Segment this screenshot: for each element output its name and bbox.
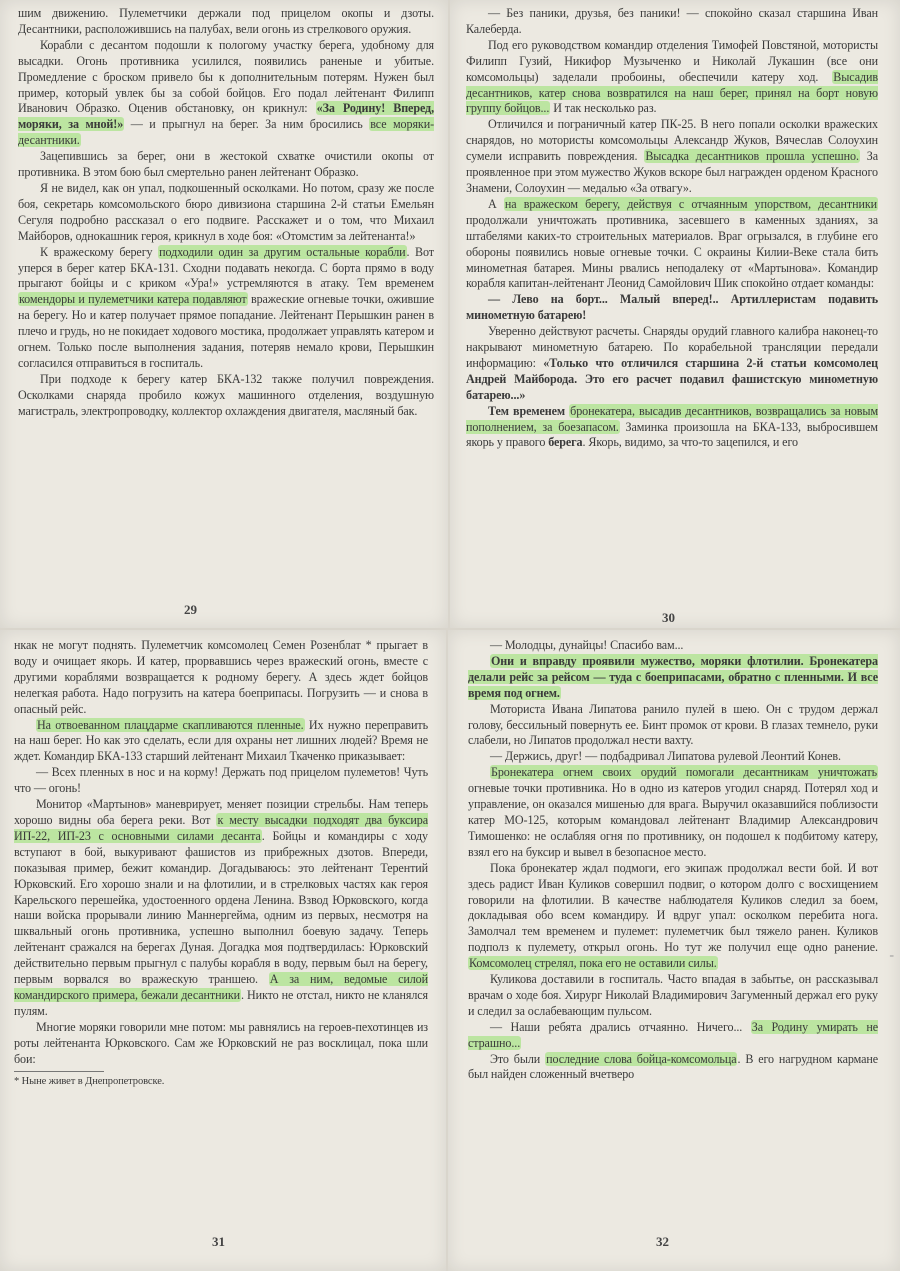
paragraph	[466, 404, 878, 452]
text-segment: — Держись, друг! — подбадривал Липатова рулевой Леонтий Конев.	[490, 749, 841, 764]
highlighted-text: А за ним, ведомые силой командирского примера, бежали десантники	[14, 972, 428, 1002]
highlighted-text: бронекатера, высадив десантников, возвращались за новым пополнением, за боезапасом.	[466, 403, 878, 434]
paragraph	[468, 1020, 878, 1052]
paragraph	[18, 38, 434, 149]
text-segment: Зацепившись за берег, они в жестокой схватке очистили окопы от противника. В этом бою был смертельно ранен лейтенант Образко.	[18, 149, 434, 180]
paragraph	[468, 654, 878, 702]
text-segment: Моториста Ивана Липатова ранило пулей в шею. Он с трудом держал голову, бессильный повернуть ее. Бинт промок от крови. В глазах темнело, руки слабели, но Липатов продолжал нести вахту.	[468, 701, 878, 748]
page-31	[0, 630, 446, 1271]
text-segment: вражеские огневые точки, ожившие на берегу. Но и катер получает прямое попадание. Лейтенант Перышкин ранен в плечо и грудь, но не покидает ходового мостика, продолжает управлять катером и огнем. Только после выполнения задания, потеряв немало крови, Перышкин согласился отправиться в госпиталь.	[18, 292, 434, 370]
footnote-rule	[14, 1071, 104, 1072]
paragraph	[468, 638, 878, 654]
highlighted-text: все моряки-десантники.	[18, 117, 434, 148]
text-segment: берега	[548, 435, 583, 450]
paragraph	[14, 718, 428, 766]
highlighted-text: На отвоеванном плацдарме скапливаются пленные.	[37, 717, 304, 732]
paragraph	[468, 1052, 878, 1084]
text-segment: При подходе к берегу катер БКА-132 также получил повреждения. Осколками снаряда пробило кожух машинного отделения, воздушную магистраль, электропроводку, коллектор охлаждения двигателя, масляный бак.	[18, 371, 434, 418]
paragraph	[18, 6, 434, 38]
text-segment: — Всех пленных в нос и на корму! Держать под прицелом пулеметов! Чуть что — огонь!	[14, 765, 428, 796]
text-column	[466, 6, 878, 451]
text-segment: . Никто не отстал, никто не кланялся пулям.	[14, 987, 429, 1018]
text-segment: К вражескому берегу	[40, 244, 159, 259]
text-segment: И так несколько раз.	[550, 101, 657, 116]
text-segment: Под его руководством командир отделения Тимофей Повстяной, мотористы Филипп Гузий, Никифор Музыченко и Николай Лукашин (все они комсомольцы) заделали пробоины, обеспечили катеру ход.	[466, 37, 878, 84]
text-segment: . В его нагрудном кармане был найден сложенный вчетверо	[468, 1051, 878, 1082]
footnote: * Ныне живет в Днепропетровске.	[14, 1076, 165, 1088]
text-segment: Многие моряки говорили мне потом: мы равнялись на героев-пехотинцев из роты лейтенанта Юрковского. Сам же Юрковский не раз восклицал, пока шли бои:	[14, 1019, 428, 1066]
paragraph	[18, 149, 434, 181]
highlighted-text: на вражеском берегу, действуя с отчаянным упорством, десантники	[504, 196, 877, 211]
paragraph	[468, 702, 878, 750]
text-segment: — Молодцы, дунайцы! Спасибо вам...	[490, 638, 684, 652]
page-number: 31	[212, 1234, 225, 1249]
highlighted-text: последние слова бойца-комсомольца	[546, 1051, 737, 1066]
text-segment: Уверенно действуют расчеты. Снаряды орудий главного калибра наконец-то накрывают минометную батарею. По корабельной трансляции передали информацию:	[466, 324, 878, 370]
highlighted-text: За Родину умирать не страшно...	[468, 1019, 878, 1050]
paragraph	[466, 324, 878, 404]
paragraph	[466, 117, 878, 197]
page-number: 30	[662, 610, 675, 625]
text-segment: Пока бронекатер ждал подмоги, его экипаж продолжал вести бой. И вот здесь радист Иван Куликов совершил подвиг, о котором долго с восхищением говорили на флотилии. В качестве наблюдателя Куликов следил за боем, докладывая обо всем командиру. И вдруг упал: осколком перебита нога. Замолчал тем временем и пулемет: пулеметчик был тяжело ранен. Куликов подполз к пулемету, открыл огонь. Но тут же получил еще одно ранение.	[468, 860, 878, 955]
text-segment: Отличился и пограничный катер ПК-25. В него попали осколки вражеских снарядов, но мотористы комсомольцы Александр Жуков, Вячеслав Солоухин сумели исправить повреждения.	[466, 117, 878, 164]
margin-mark: -	[889, 948, 894, 963]
text-column	[18, 6, 434, 420]
paragraph	[468, 765, 878, 860]
text-segment: . Якорь, видимо, за что-то зацепился, и его	[582, 435, 798, 450]
text-segment: огневые точки противника. Но в одно из катеров угодил снаряд. Потерял ход и управление, он оказался мишенью для врага. Выручил оказавшийся поблизости катер МО-125, которым командовал лейтенант Владимир Александрович Тимошенко: не ослабляя огня по противнику, он подошел к подбитому катеру, взял его на буксир и вывел в безопасное место.	[468, 781, 878, 859]
paragraph	[14, 638, 428, 718]
text-segment: — Без паники, друзья, без паники! — спокойно сказал старшина Иван Калеберда.	[466, 6, 878, 36]
text-segment: За проявленное при этом мужество Жуков вскоре был награжден орденом Красного Знамени, Солоухин — медалью «За отвагу».	[466, 149, 878, 195]
paragraph	[18, 181, 434, 245]
text-segment: А	[488, 196, 504, 211]
page-number: 29	[184, 602, 197, 617]
page-29	[0, 0, 448, 628]
text-segment: — и прыгнул на берег. За ним бросились	[124, 117, 370, 132]
text-segment: Заминка произошла на БКА-133, выбросившем якорь у правого	[466, 419, 878, 450]
highlighted-text: к месту высадки подходят два буксира ИП-22, ИП-23 с основными силами десанта	[14, 812, 428, 843]
text-segment: нкак не могут поднять. Пулеметчик комсомолец Семен Розенблат * прыгает в воду и очищает якорь. И катер, прорвавшись через вражеский огонь, вместе с другими кораблями возвращается к родному берегу. А здесь ждет бойцов нелегкая работа. Надо погрузить на катера боеприпасы. Погрузить — и снова в опасный рейс.	[14, 638, 428, 716]
paragraph	[468, 749, 878, 765]
page-number: 32	[656, 1234, 669, 1249]
paragraph	[14, 1020, 428, 1068]
text-segment: Корабли с десантом подошли к пологому участку берега, удобному для высадки. Огонь противника усилился, появились раненые и убитые. Промедление с броском привело бы к дополнительным потерям. Нужен был пример, который увлек бы за собой бойцов. Его подал лейтенант Филипп Иванович Образко. Оценив обстановку, он крикнул:	[18, 37, 434, 116]
page-30	[450, 0, 900, 628]
paragraph	[468, 861, 878, 972]
paragraph	[466, 6, 878, 38]
highlighted-text: подходили один за другим остальные корабли	[159, 244, 406, 259]
paragraph	[14, 765, 428, 797]
text-segment: продолжали уничтожать противника, засевшего в каменных зданиях, за штабелями каких-то строительных материалов. Враг огрызался, в глубине его обороны появились новые огневые точки. С окраины Килии-Веке стала бить минометная батарея. Мины рвались неподалеку от «Мартынова». Командир корабля капитан-лейтенант Леонид Самойлович Шик спокойно отдает команды:	[466, 212, 878, 291]
highlighted-text: Комсомолец стрелял, пока его не оставили силы.	[469, 956, 717, 971]
highlighted-text: «За Родину! Вперед, моряки, за мной!»	[18, 101, 435, 132]
page-32	[448, 630, 900, 1271]
paragraph	[18, 245, 434, 372]
paragraph	[466, 38, 878, 118]
text-column	[468, 638, 878, 1083]
text-segment: . Вот уперся в берег катер БКА-131. Сходни подавать некогда. С борта прямо в воду прыгают бойцы и с криком «Ура!» устремляются в атаку. Тем временем	[18, 244, 434, 291]
paragraph	[18, 372, 434, 420]
text-segment: Их нужно переправить на наш берег. Но как это сделать, если для охраны нет лишних людей? Время не ждет. Командир БКА-133 старший лейтенант Михаил Ткаченко приказывает:	[14, 717, 428, 764]
text-segment: «Только что отличился старшина 2-й статьи комсомолец Андрей Майборода. Это его расчет подавил фашистскую минометную батарею...»	[466, 355, 878, 402]
text-segment: Куликова доставили в госпиталь. Часто впадая в забытье, он рассказывал врачам о ходе боя. Хирург Николай Владимирович Загуменный держал его руку и следил за ослабевающим пульсом.	[468, 972, 878, 1018]
paragraph	[468, 972, 878, 1020]
paragraph	[466, 292, 878, 324]
text-segment: . Бойцы и командиры с ходу вступают в бой, выкуривают фашистов из прибрежных дзотов. Впереди, показывая пример, бежит командир. Догадываюсь: это лейтенант Терентий Юрковский. Его хорошо знали и на флотилии, и в стрелковых частях как героя Карельского перешейка, удостоенного ордена Ленина. Взвод Юрковского, когда наши войска прорывали линию Маннергейма, одним из первых, несмотря на шквальный огонь противника, успешно выполнил боевую задачу. Теперь лейтенант сражался на берегах Дуная. Догадка моя подтвердилась: Юрковский действительно первым прыгнул с палубы корабля в воду, первым был на берегу, первым ворвался во вражескую траншею.	[14, 828, 428, 987]
highlighted-text: Высадка десантников прошла успешно.	[645, 149, 859, 164]
text-segment: шим движению. Пулеметчики держали под прицелом окопы и дзоты. Десантники, расположившись на палубах, вели огонь из стрелкового оружия.	[18, 6, 434, 36]
text-segment: Тем временем	[488, 403, 566, 418]
highlighted-text: комендоры и пулеметчики катера подавляют	[19, 292, 247, 307]
text-segment: Это были	[490, 1051, 546, 1066]
text-segment: — Наши ребята дрались отчаянно. Ничего...	[490, 1019, 751, 1034]
paragraph	[466, 197, 878, 292]
highlighted-text: Они и вправду проявили мужество, моряки флотилии. Бронекатера делали рейс за рейсом — туда с боеприпасами, обратно с пленными. И все время под огнем.	[468, 653, 878, 700]
paragraph	[14, 797, 428, 1020]
text-segment: — Лево на борт... Малый вперед!.. Артиллеристам подавить минометную батарею!	[466, 292, 878, 323]
highlighted-text: Бронекатера огнем своих орудий помогали десантникам уничтожать	[491, 765, 877, 780]
highlighted-text: Высадив десантников, катер снова возвратился на наш берег, принял на борт новую группу бойцов...	[466, 69, 878, 116]
text-segment: Монитор «Мартынов» маневрирует, меняет позиции стрельбы. Нам теперь хорошо видны оба берега реки. Вот	[14, 797, 428, 827]
text-segment: Я не видел, как он упал, подкошенный осколками. Но потом, сразу же после боя, секретарь комсомольского бюро дивизиона старшина 2-й статьи Емельян Сегуля подробно рассказал о его подвиге. Расскажет и о том, что Михаил Майборов, однокашник героя, крикнул в ходе боя: «Отомстим за лейтенанта!»	[18, 180, 434, 243]
text-column	[14, 638, 428, 1090]
